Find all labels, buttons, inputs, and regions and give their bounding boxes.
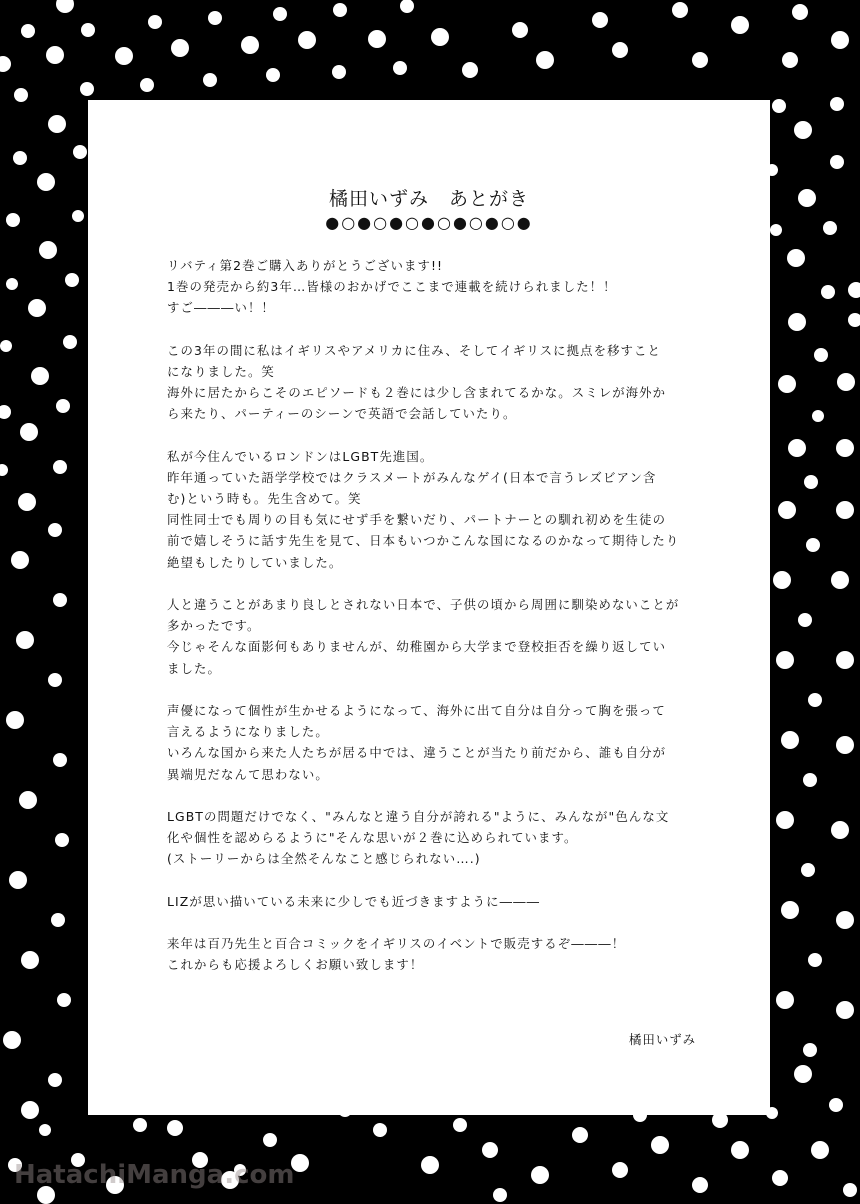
polka-dot: [0, 340, 12, 352]
text-line: 私が今住んでいるロンドンはLGBT先進国。: [167, 448, 434, 464]
polka-dot: [831, 571, 849, 589]
polka-dot: [692, 1177, 708, 1193]
polka-dot: [3, 1031, 21, 1049]
polka-dot: [393, 61, 407, 75]
polka-dot: [612, 1162, 628, 1178]
polka-dot: [821, 285, 835, 299]
polka-dot: [808, 693, 822, 707]
polka-dot: [28, 299, 46, 317]
polka-dot: [572, 1127, 588, 1143]
polka-dot: [794, 121, 812, 139]
polka-dot: [803, 1043, 817, 1057]
polka-dot: [6, 213, 20, 227]
polka-dot: [848, 282, 860, 298]
dot-divider: ●○●○●○●○●○●○●: [325, 213, 533, 232]
polka-dot: [21, 1101, 39, 1119]
polka-dot: [829, 1098, 843, 1112]
polka-dot: [65, 273, 79, 287]
polka-dot: [803, 773, 817, 787]
text-line: (ストーリーからは全然そんなこと感じられない….): [167, 851, 481, 867]
polka-dot: [53, 593, 67, 607]
polka-dot: [831, 31, 849, 49]
text-line: これからも応援よろしくお願い致します！: [167, 957, 424, 973]
polka-dot: [512, 22, 528, 38]
polka-dot: [333, 3, 347, 17]
polka-dot: [72, 210, 84, 222]
paragraph-gap: [167, 319, 727, 340]
polka-dot: [18, 493, 36, 511]
polka-dot: [843, 1183, 857, 1197]
text-line: 前で嬉しそうに話す先生を見て、日本もいつかこんな国になるのかなって期待したり: [167, 533, 680, 549]
polka-dot: [651, 1136, 669, 1154]
text-line: 言えるようになりました。: [167, 724, 329, 740]
polka-dot: [53, 460, 67, 474]
polka-dot: [531, 1166, 549, 1184]
polka-dot: [51, 913, 65, 927]
polka-dot: [848, 313, 860, 327]
polka-dot: [823, 221, 837, 235]
polka-dot: [788, 313, 806, 331]
paragraph-gap: [167, 425, 727, 446]
text-line: 1巻の発売から約3年…皆様のおかげでここまで連載を続けられました！！: [167, 279, 617, 295]
polka-dot: [776, 811, 794, 829]
polka-dot: [773, 571, 791, 589]
polka-dot: [421, 1156, 439, 1174]
polka-dot: [273, 7, 287, 21]
polka-dot: [798, 189, 816, 207]
polka-dot: [836, 911, 854, 929]
polka-dot: [836, 1001, 854, 1019]
text-line: この3年の間に私はイギリスやアメリカに住み、そしてイギリスに拠点を移すこと: [167, 342, 662, 358]
polka-dot: [368, 30, 386, 48]
page-title: 橘田いずみ あとがき: [328, 188, 529, 210]
polka-dot: [812, 410, 824, 422]
polka-dot: [778, 501, 796, 519]
polka-dot: [830, 97, 844, 111]
text-line: LGBTの問題だけでなく、"みんなと違う自分が誇れる"ように、みんなが"色んな文: [167, 808, 670, 824]
polka-dot: [266, 68, 280, 82]
polka-dot: [115, 47, 133, 65]
polka-dot: [792, 4, 808, 20]
text-line: 昨年通っていた語学学校ではクラスメートがみんなゲイ(日本で言うレズビアン含: [167, 469, 657, 485]
polka-dot: [781, 731, 799, 749]
polka-dot: [6, 278, 18, 290]
polka-dot: [263, 1133, 277, 1147]
polka-dot: [13, 151, 27, 165]
polka-dot: [806, 538, 820, 552]
text-line: 異端児だなんて思わない。: [167, 766, 329, 782]
polka-dot: [778, 375, 796, 393]
polka-dot: [6, 711, 24, 729]
polka-dot: [140, 78, 154, 92]
polka-dot: [836, 651, 854, 669]
polka-dot: [782, 52, 798, 68]
polka-dot: [781, 901, 799, 919]
polka-dot: [772, 99, 786, 113]
polka-dot: [14, 88, 28, 102]
polka-dot: [731, 16, 749, 34]
text-line: 絶望もしたりしていました。: [167, 554, 343, 570]
polka-dot: [39, 1124, 51, 1136]
text-line: リバティ第2巻ご購入ありがとうございます!!: [167, 258, 444, 273]
polka-dot: [48, 1073, 62, 1087]
polka-dot: [11, 551, 29, 569]
watermark: HatachiManga.com: [14, 1160, 295, 1190]
text-line: いろんな国から来た人たちが居る中では、違うことが当たり前だから、誰も自分が: [167, 745, 667, 761]
polka-dot: [48, 673, 62, 687]
paragraph-gap: [167, 785, 727, 806]
polka-dot: [731, 1141, 749, 1159]
polka-dot: [837, 373, 855, 391]
text-line: 声優になって個性が生かせるようになって、海外に出て自分は自分って胸を張って: [167, 702, 666, 718]
polka-dot: [814, 348, 828, 362]
polka-dot: [776, 651, 794, 669]
polka-dot: [19, 791, 37, 809]
text-line: 同性同士でも周りの目も気にせず手を繋いだり、パートナーとの馴れ初めを生徒の: [167, 512, 667, 528]
polka-dot: [798, 613, 812, 627]
polka-dot: [453, 1118, 467, 1132]
polka-dot: [332, 65, 346, 79]
text-line: すご―――い！！: [167, 300, 275, 316]
polka-dot: [48, 523, 62, 537]
text-line: になりました。笑: [167, 363, 275, 379]
polka-dot: [772, 1170, 788, 1186]
polka-dot: [48, 115, 66, 133]
polka-dot: [56, 399, 70, 413]
polka-dot: [16, 631, 34, 649]
polka-dot: [536, 51, 554, 69]
polka-dot: [80, 82, 94, 96]
polka-dot: [208, 11, 222, 25]
polka-dot: [203, 73, 217, 87]
polka-dot: [373, 1123, 387, 1137]
polka-dot: [836, 439, 854, 457]
polka-dot: [770, 224, 782, 236]
polka-dot: [31, 367, 49, 385]
polka-dot: [787, 249, 805, 267]
polka-dot: [836, 736, 854, 754]
polka-dot: [167, 1120, 183, 1136]
polka-dot: [148, 15, 162, 29]
polka-dot: [37, 173, 55, 191]
polka-dot: [482, 1142, 498, 1158]
polka-dot: [400, 0, 414, 13]
polka-dot: [20, 423, 38, 441]
paragraph-gap: [167, 573, 727, 594]
polka-dot: [493, 1188, 507, 1202]
afterword-panel: [88, 100, 770, 1115]
polka-dot: [53, 753, 67, 767]
polka-dot: [808, 953, 822, 967]
text-line: ら来たり、パーティーのシーンで英語で会話していたり。: [167, 406, 517, 422]
polka-dot: [830, 155, 844, 169]
polka-dot: [431, 28, 449, 46]
polka-dot: [46, 46, 64, 64]
polka-dot: [63, 335, 77, 349]
polka-dot: [73, 145, 87, 159]
text-line: 化や個性を認めらるように"そんな思いが２巻に込められています。: [167, 830, 578, 846]
polka-dot: [592, 12, 608, 28]
polka-dot: [171, 39, 189, 57]
paragraph-gap: [167, 912, 727, 933]
polka-dot: [56, 0, 74, 13]
polka-dot: [692, 52, 708, 68]
polka-dot: [133, 1118, 147, 1132]
text-line: LIZが思い描いている未来に少しでも近づきますように―――: [167, 893, 541, 909]
text-line: む)という時も。先生含めて。笑: [167, 491, 362, 507]
text-line: ました。: [167, 660, 221, 676]
afterword-body: [167, 255, 727, 975]
text-line: 来年は百乃先生と百合コミックをイギリスのイベントで販売するぞ―――！: [167, 936, 626, 951]
polka-dot: [9, 871, 27, 889]
polka-dot: [55, 833, 69, 847]
text-line: 人と違うことがあまり良しとされない日本で、子供の頃から周囲に馴染めないことが: [167, 597, 680, 612]
polka-dot: [811, 1141, 829, 1159]
polka-dot: [794, 1065, 812, 1083]
text-line: 今じゃそんな面影何もありませんが、幼稚園から大学まで登校拒否を繰り返してい: [167, 639, 667, 655]
polka-dot: [0, 405, 11, 419]
text-line: 海外に居たからこそのエピソードも２巻には少し含まれてるかな。スミレが海外か: [167, 385, 667, 401]
polka-dot: [672, 2, 688, 18]
polka-dot: [81, 23, 95, 37]
polka-dot: [801, 863, 815, 877]
polka-dot: [804, 475, 818, 489]
signature: 橘田いずみ: [629, 1032, 696, 1047]
polka-dot: [831, 821, 849, 839]
polka-dot: [836, 501, 854, 519]
polka-dot: [612, 42, 628, 58]
polka-dot: [21, 951, 39, 969]
polka-dot: [462, 62, 478, 78]
polka-dot: [39, 241, 57, 259]
paragraph-gap: [167, 869, 727, 890]
polka-dot: [298, 31, 316, 49]
polka-dot: [57, 993, 71, 1007]
polka-dot: [241, 36, 259, 54]
paragraph-gap: [167, 679, 727, 700]
polka-dot: [788, 439, 806, 457]
text-line: 多かったです。: [167, 618, 261, 634]
polka-dot: [0, 464, 8, 476]
polka-dot: [776, 991, 794, 1009]
polka-dot: [0, 56, 11, 72]
polka-dot: [21, 24, 35, 38]
